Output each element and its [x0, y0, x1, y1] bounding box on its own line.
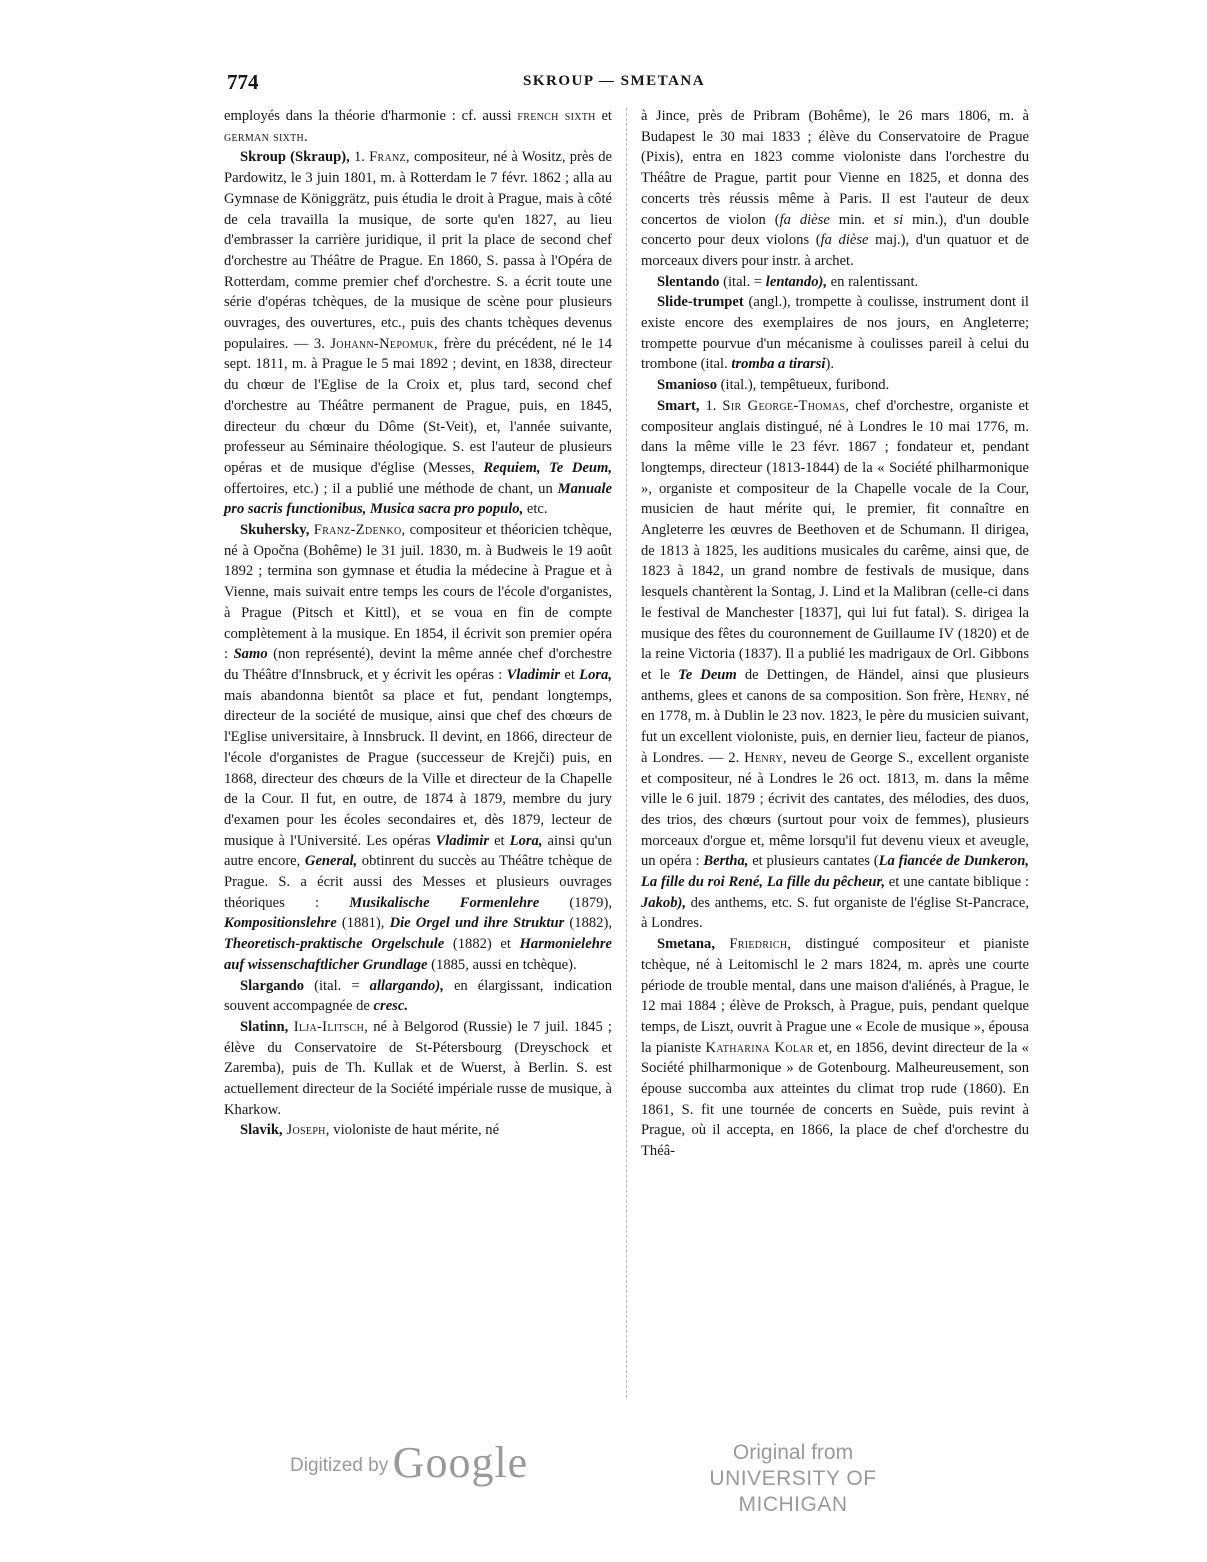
original-from-watermark: Original from UNIVERSITY OF MICHIGAN — [709, 1441, 877, 1516]
left-column — [224, 106, 612, 1141]
entry-slargando: Slargando (ital. = allargando), en élargissant, indication souvent accompagnée de cresc. — [224, 977, 613, 1015]
entry-slide-trumpet: Slide-trumpet (angl.), trompette à coulisse, instrument dont il existe encore des exemplaires de nos jours, en Angleterre; trompette pourvue d'un mécanisme à coulisses pareil à celui du trombone (ital. tromba a tirarsi). — [641, 294, 1029, 373]
headword-skuhersky: Skuhersky, — [240, 522, 310, 539]
headword-slavik: Slavik, — [240, 1122, 283, 1139]
running-head: SKROUP — SMETANA — [523, 73, 706, 89]
headword-slentando: Slentando — [657, 273, 720, 290]
headword-slide-trumpet: Slide-trumpet — [657, 294, 744, 311]
entry-skroup: Skroup (Skraup), 1. Franz, compositeur, né à Wositz, près de Pardowitz, le 3 juin 1801, m. à Rotterdam le 7 févr. 1862 ; alla au Gymnase de Königgrätz, puis étudia le droit à Prague, mais à côté de cela travailla la musique, de sorte qu'en 1827, au lieu d'embrasser la carrière juridique, il prit la place de second chef d'orchestre au Théâtre de Prague. En 1860, S. passa à l'Opéra de Rotterdam, comme premier chef d'orchestre. S. a écrit toute une série d'opéras tchèques, de la musique de scène pour plusieurs ouvrages, des ouvertures, etc., puis des chants tchèques devenus populaires. — 3. Johann-Nepomuk, frère du précédent, né le 14 sept. 1811, m. à Prague le 5 mai 1892 ; devint, en 1838, directeur du chœur de l'Eglise de la Croix et, plus tard, second chef d'orchestre au Théâtre permanent de Prague, puis, en 1845, directeur du chœur du Dôme (St-Veit), et, l'année suivante, professeur au Séminaire théologique. S. est l'auteur de plusieurs opéras et de musique d'église (Messes, Requiem, Te Deum, offertoires, etc.) ; il a publié une méthode de chant, un Manuale pro sacris functionibus, Musica sacra pro populo, etc. — [224, 149, 612, 518]
entry-smart: Smart, 1. Sir George-Thomas, chef d'orchestre, organiste et compositeur anglais distingué, né à Londres le 10 mai 1776, m. dans la même ville le 23 févr. 1867 ; fondateur et, pendant longtemps, directeur (1813-1844) de la « Société philharmonique », organiste et compositeur de la Chapelle vocale de la Cour, musicien de haut mérite qui, le premier, fit connaître en Angleterre les œuvres de Beethoven et de Schumann. Il dirigea, de 1813 à 1825, les auditions musicales du carême, ainsi que, de 1823 à 1842, un grand nombre de festivals de musique, dans lesquels chantèrent la Sontag, J. Lind et la Malibran (celle-ci dans le festival de Manchester [1837], qui lui fut fatal). S. dirigea la musique des fêtes du couronnement de Guillaume IV (1820) et de la reine Victoria (1837). Il a publié les madrigaux de Orl. Gibbons et le Te Deum de Dettingen, de Händel, ainsi que plusieurs anthems, glees et canons de sa composition. Son frère, Henry, né en 1778, m. à Dublin le 23 nov. 1823, le père du musicien suivant, fut un excellent violoniste, puis, en dernier lieu, facteur de pianos, à Londres. — 2. Henry, neveu de George S., excellent organiste et compositeur, né à Londres le 26 oct. 1813, m. dans la même ville le 6 juil. 1879 ; écrivit des cantates, des mélodies, des duos, des trios, des chœurs (surtout pour voix de femmes), plusieurs morceaux d'orgue et, même lorsqu'il fut devenu vieux et aveugle, un opéra : Bertha, et plusieurs cantates (La fiancée de Dunkeron, La fille du roi René, La fille du pêcheur, et une cantate biblique : Jakob), des anthems, etc. S. fut organiste de l'église St-Pancrace, à Londres. — [641, 397, 1029, 932]
entry-slavik: Slavik, Joseph, violoniste de haut mérite, né — [240, 1122, 500, 1139]
entry-smanioso: Smanioso (ital.), tempêtueux, furibond. — [657, 377, 890, 394]
entry-slatinn: Slatinn, Ilja-Ilitsch, né à Belgorod (Russie) le 7 juil. 1845 ; élève du Conservatoire de St-Pétersbourg (Dreyschock et Zaremba), puis de Th. Kullak et de Wuerst, à Berlin. S. est actuellement directeur de la Société impériale russe de musique, à Kharkow. — [224, 1018, 612, 1118]
headword-smetana: Smetana, — [657, 936, 715, 953]
entry-slentando: Slentando (ital. = lentando), en ralentissant. — [657, 273, 919, 290]
column-divider — [626, 108, 627, 1398]
entry-slavik-continued: à Jince, près de Pribram (Bohême), le 26 mars 1806, m. à Budapest le 30 mai 1833 ; élève du Conservatoire de Prague (Pixis), entra en 1823 comme violoniste dans l'orchestre du Théâtre de Prague, partit pour Vienne en 1825, et donna des concerts très réussis même à Paris. Il est l'auteur de deux concertos de violon (fa dièse min. et si min.), d'un double concerto pour deux violons (fa dièse maj.), d'un quatuor et de morceaux divers pour instr. à archet. — [641, 108, 1029, 269]
entry-skuhersky: Skuhersky, Franz-Zdenko, compositeur et théoricien tchèque, né à Opočna (Bohême) le 31 juil. 1830, m. à Budweis le 19 août 1892 ; termina son gymnase et étudia la médecine à Prague et à Vienne, mais suivait entre temps les cours de l'école d'organistes, à Prague (Pitsch et Kittl), et se voua en fin de compte complètement à la musique. En 1854, il écrivit son premier opéra : Samo (non représenté), devint la même année chef d'orchestre du Théâtre d'Innsbruck, et y écrivit les opéras : Vladimir et Lora, mais abandonna bientôt sa place et fut, pendant longtemps, directeur de la société de musique, ainsi que chef des chœurs de l'Eglise universitaire, à Innsbruck. Il devint, en 1866, directeur de l'école d'organistes de Prague (successeur de Krejči) puis, en 1868, directeur des chœurs de la Ville et directeur de la Chapelle de la Cour. Il fut, en outre, de 1874 à 1879, membre du jury d'examen pour les écoles secondaires et, dès 1879, lecteur de musique à l'Université. Les opéras Vladimir et Lora, ainsi qu'un autre encore, General, obtinrent du succès au Théâtre tchèque de Prague. S. a écrit aussi des Messes et plusieurs ouvrages théoriques : Musikalische Formenlehre (1879), Kompositionslehre (1881), Die Orgel und ihre Struktur (1882), Theoretisch-praktische Orgelschule (1882) et Harmonielehre auf wissenschaftlicher Grundlage (1885, aussi en tchèque). — [224, 522, 613, 973]
headword-smanioso: Smanioso — [657, 377, 718, 394]
google-logo: Google — [392, 1438, 529, 1487]
headword-slatinn: Slatinn, — [240, 1018, 289, 1035]
right-column — [641, 106, 1029, 1162]
headword-smart: Smart, — [657, 397, 700, 414]
digitized-by-watermark: Digitized by Google — [290, 1438, 529, 1487]
entry-continuation: employés dans la théorie d'harmonie : cf. aussi french sixth et german sixth. — [224, 108, 612, 145]
entry-smetana: Smetana, Friedrich, distingué compositeur et pianiste tchèque, né à Leitomischl le 2 mars 1824, m. après une courte période de trouble mental, dans une maison d'aliénés, à Prague, le 12 mai 1884 ; élève de Proksch, à Prague, puis, pendant quelque temps, de Liszt, ouvrit à Prague une « Ecole de musique », épousa la pianiste Katharina Kolar et, en 1856, devint directeur de la « Société philharmonique » de Gotenbourg. Malheureusement, son épouse succomba aux atteintes du climat trop rude (1860). En 1861, S. fit une tournée de concerts en Suède, puis revint à Prague, où il accepta, en 1866, la place de chef d'orchestre du Théâ- — [641, 936, 1030, 1160]
headword-slargando: Slargando — [240, 977, 305, 994]
page-number: 774 — [227, 70, 259, 94]
headword-skroup: Skroup (Skraup), — [240, 149, 350, 166]
